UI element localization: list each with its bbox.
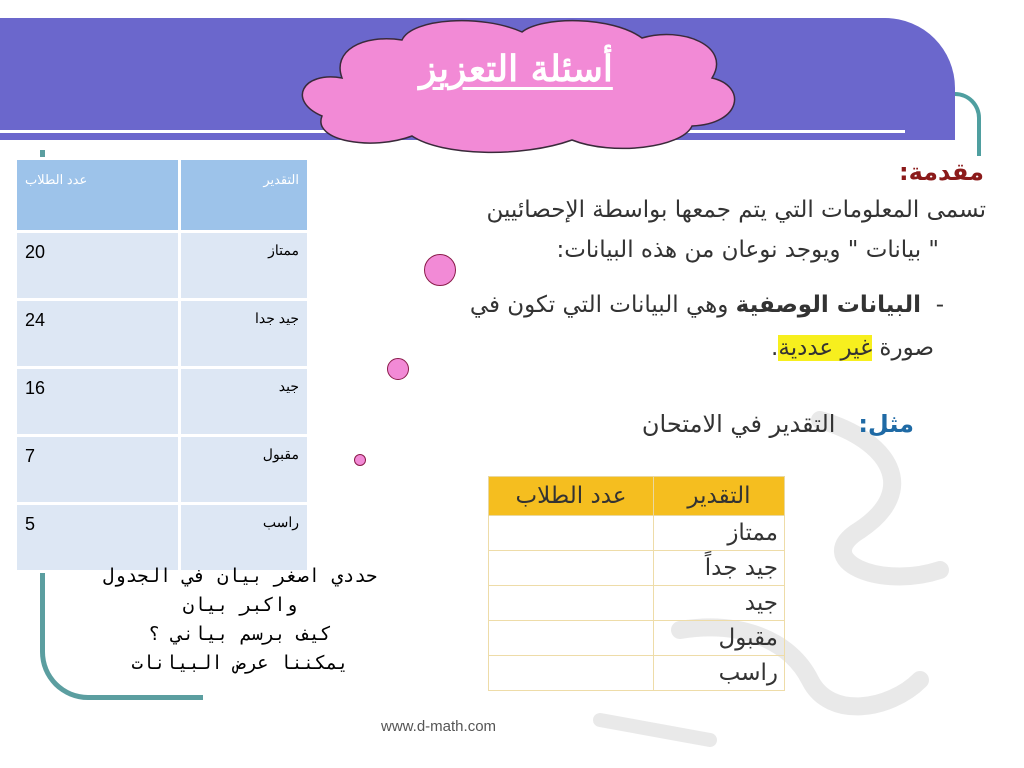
example-table [488,476,785,691]
grade-cell: جيد [178,369,307,434]
question-line4: يمكننا عرض البيانات [131,652,349,674]
bullet-definition: وهي البيانات التي تكون في [469,292,736,318]
count-cell: 20 [17,233,178,298]
table-row [489,516,785,551]
page-title: أسئلة التعزيز [419,48,613,90]
footer-url: www.d-math.com [381,718,497,735]
example-count-cell [489,551,654,586]
example-line [642,410,914,438]
example-grade-cell: جيد جداً [654,551,785,586]
bullet-line2-end: . [771,335,779,361]
count-cell: 16 [17,369,178,434]
bubble-medium [387,358,409,380]
example-grade-header: التقدير [654,477,785,516]
example-count-cell [489,516,654,551]
count-cell: 24 [17,301,178,366]
example-label: مثل: [858,410,914,438]
bubble-small [354,454,366,466]
table-row [489,586,785,621]
example-grade-cell: مقبول [654,621,785,656]
highlighted-term: غير عددية [778,335,873,361]
grade-cell: مقبول [178,437,307,502]
bubble-large [424,254,456,286]
count-cell: 7 [17,437,178,502]
example-grade-cell: جيد [654,586,785,621]
grades-table [17,157,307,573]
grade-cell: راسب [178,505,307,570]
table-row [489,656,785,691]
table-row [17,369,307,434]
intro-text-line2: " بيانات " ويوجد نوعان من هذه البيانات: [556,237,939,263]
intro-text-line1: تسمى المعلومات التي يتم جمعها بواسطة الإحصائيين [486,197,986,223]
example-grade-cell: ممتاز [654,516,785,551]
table-row [17,505,307,570]
example-grade-cell: راسب [654,656,785,691]
table-row [17,233,307,298]
table-row [17,437,307,502]
question-line2: واكبر بيان [182,594,298,616]
question-line1: حددي اصغر بيان في الجدول [102,565,378,587]
table-row [17,301,307,366]
grade-cell: ممتاز [178,233,307,298]
grade-cell: جيد جدا [178,301,307,366]
table-header-row [17,160,307,230]
question-line3: كيف برسم بياني ؟ [148,623,332,645]
grade-column-header: التقدير [178,160,307,230]
teal-corner-decoration [955,92,981,156]
example-table-header-row [489,477,785,516]
table-row [489,551,785,586]
table-row [489,621,785,656]
bullet-term: البيانات الوصفية [735,292,922,318]
example-count-cell [489,621,654,656]
example-count-cell [489,586,654,621]
bullet-dash: - [935,292,944,318]
question-block [20,562,460,678]
intro-heading: مقدمة: [898,158,984,186]
bullet-line1 [470,292,944,318]
count-cell: 5 [17,505,178,570]
example-count-header: عدد الطلاب [489,477,654,516]
bullet-line2-start: صورة [872,335,934,361]
example-count-cell [489,656,654,691]
bullet-line2 [771,335,934,361]
example-text: التقدير في الامتحان [641,410,836,438]
count-column-header: عدد الطلاب [17,160,178,230]
